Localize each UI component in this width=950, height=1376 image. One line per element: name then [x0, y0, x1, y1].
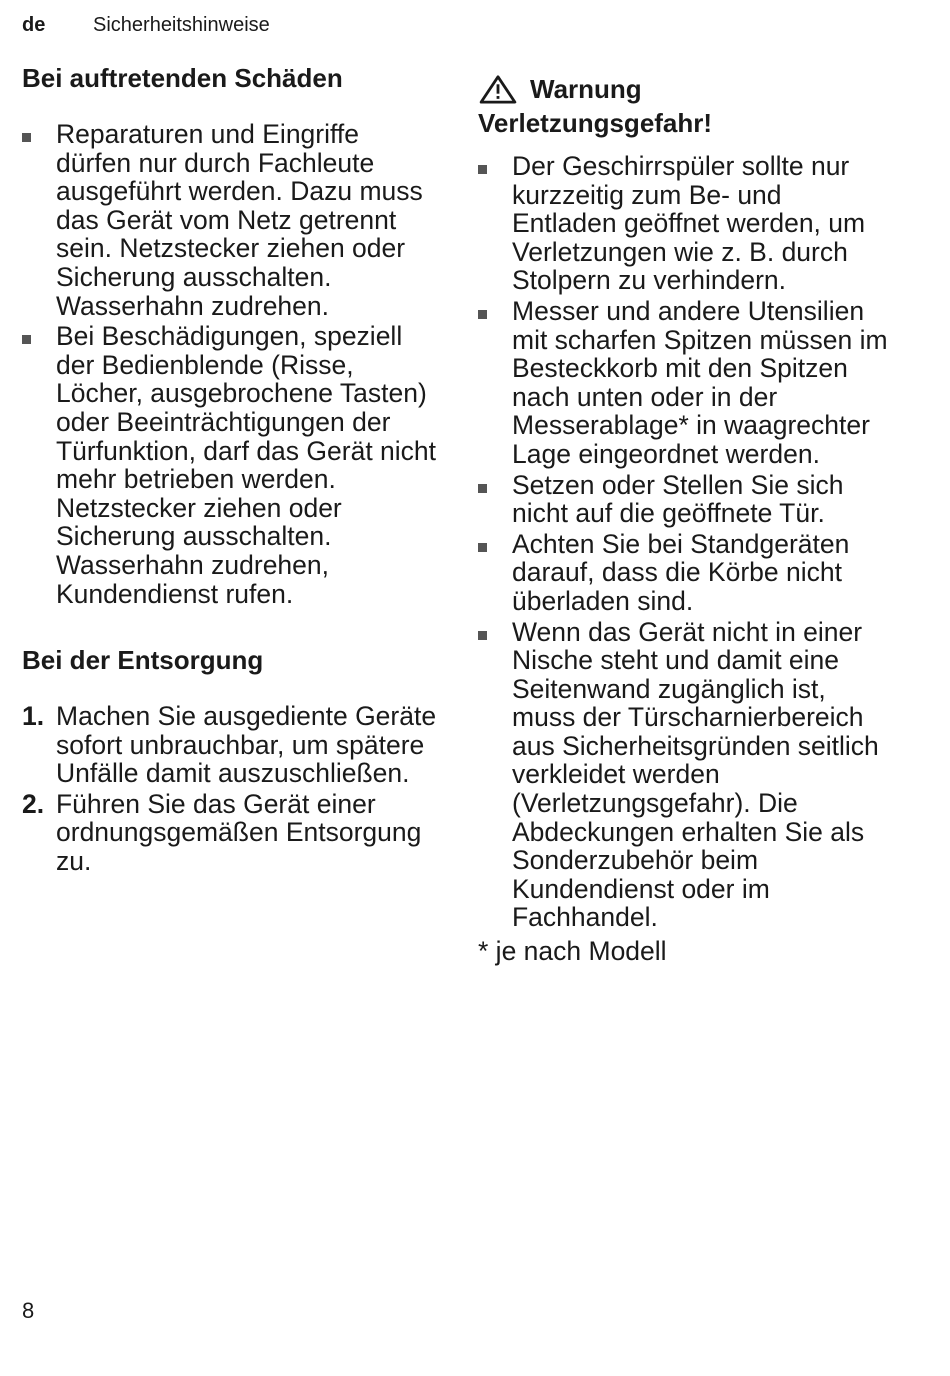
list-item-text: Wenn das Gerät nicht in einer Nische steht und damit eine Seitenwand zugänglich ist, muss der Türscharnierbereich aus Sicherheitsgründen seitlich verkleidet werden (Verletzungsgefahr). Die Abdeckungen erhalten Sie als Sonderzubehör beim Kundendienst oder im Fachhandel.: [512, 616, 879, 933]
language-code: de: [22, 14, 46, 36]
right-column: [478, 72, 893, 966]
list-item: [478, 152, 893, 295]
disposal-steps: [22, 702, 437, 876]
list-item: [478, 471, 893, 528]
footnote: * je nach Modell: [478, 936, 667, 967]
list-item-text: Reparaturen und Eingriffe dürfen nur durch Fachleute ausgeführt werden. Dazu muss das Gerät vom Netz getrennt sein. Netzstecker ziehen oder Sicherung ausschalten. Wasserhahn zudrehen.: [56, 119, 423, 321]
list-item-text: Bei Beschädigungen, speziell der Bedienblende (Risse, Löcher, ausgebrochene Tasten) oder Beeinträchtigungen der Türfunktion, darf das Gerät nicht mehr betrieben werden. Netzstecker ziehen oder Sicherung ausschalten. Wasserhahn zudrehen, Kundendienst rufen.: [56, 321, 437, 609]
left-column: [22, 62, 437, 878]
list-item: [478, 618, 893, 933]
list-item: [478, 530, 893, 616]
step-text: Machen Sie ausgediente Geräte sofort unbrauchbar, um spätere Unfälle damit auszuschließen.: [56, 701, 437, 789]
list-item: [22, 120, 437, 320]
damage-heading: Bei auftretenden Schäden: [22, 63, 343, 93]
warning-list: [478, 152, 893, 932]
section-title: Sicherheitshinweise: [93, 14, 270, 36]
warning-header: [478, 72, 893, 140]
warning-label: Warnung: [530, 74, 642, 104]
warning-subtitle: Verletzungsgefahr!: [478, 108, 713, 138]
step-item: [22, 702, 437, 788]
square-bullet-icon: [478, 165, 487, 174]
warning-triangle-icon: [478, 74, 518, 104]
list-item-text: Messer und andere Utensilien mit scharfen Spitzen müssen im Besteckkorb mit den Spitzen nach unten oder in der Messerablage* in waagrechter Lage eingeordnet werden.: [512, 295, 888, 469]
disposal-heading: Bei der Entsorgung: [22, 645, 264, 676]
damage-list: [22, 120, 437, 608]
square-bullet-icon: [478, 543, 487, 552]
list-item-text: Setzen oder Stellen Sie sich nicht auf die geöffnete Tür.: [512, 469, 844, 529]
step-number: 1.: [22, 701, 45, 732]
step-text: Führen Sie das Gerät einer ordnungsgemäßen Entsorgung zu.: [56, 788, 422, 877]
list-item-text: Achten Sie bei Standgeräten darauf, dass die Körbe nicht überladen sind.: [512, 528, 850, 616]
list-item: [22, 322, 437, 608]
list-item-text: Der Geschirrspüler sollte nur kurzzeitig zum Be- und Entladen geöffnet werden, um Verletzungen wie z. B. durch Stolpern zu verhindern.: [512, 151, 866, 296]
list-item: [478, 297, 893, 469]
square-bullet-icon: [478, 484, 487, 493]
step-number: 2.: [22, 788, 45, 819]
square-bullet-icon: [22, 335, 31, 344]
square-bullet-icon: [22, 133, 31, 142]
page-number: 8: [22, 1298, 35, 1323]
square-bullet-icon: [478, 310, 487, 319]
square-bullet-icon: [478, 631, 487, 640]
step-item: [22, 790, 437, 876]
